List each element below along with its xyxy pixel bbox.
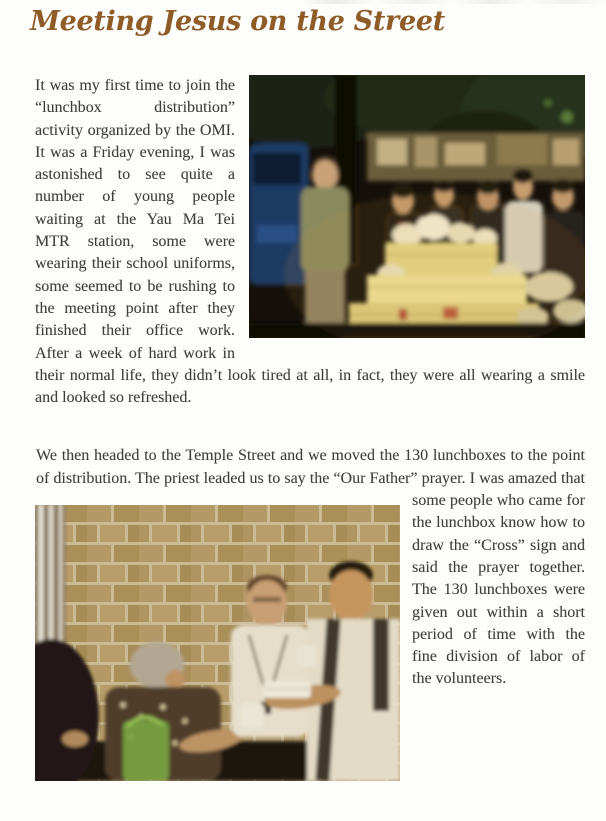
photo-temple-street-distribution xyxy=(35,505,400,781)
paragraph-1-text: It was my first time to join the “lunchbox distribution” activity organized by the OMI. It was a Friday evening, I was astonished to see quite a number of young people waiting at the Yau Ma Tei MTR station, some were wearing their school uniforms, some seemed to be rushing to the meeting point after they finished their office work. After a week of hard work in their normal life, they didn’t look tired at all, in fact, they were all wearing a smile and looked so refreshed. xyxy=(35,77,585,407)
warm-tint-overlay xyxy=(35,505,400,781)
paragraph-2-block xyxy=(35,445,585,785)
paragraph-1-block xyxy=(35,75,585,409)
temple-street-scene-illustration xyxy=(35,505,400,781)
night-scene-illustration xyxy=(249,75,585,338)
article-body xyxy=(35,75,585,785)
page-title: Meeting Jesus on the Street xyxy=(30,6,445,37)
photo-night-lunchbox-distribution xyxy=(249,75,585,338)
paragraph-2-text: We then headed to the Temple Street and we moved the 130 lunchboxes to the point of distribution. The priest leaded us to say the “Our Father” prayer. I was amazed that some people who came for the lunchbox know how to draw the “Cross” sign and said the prayer together. The 130 lunchboxes were given out within a short period of time with the fine division of labor of the volunteers. xyxy=(36,447,585,688)
scan-artifact-top-edge xyxy=(300,0,606,4)
